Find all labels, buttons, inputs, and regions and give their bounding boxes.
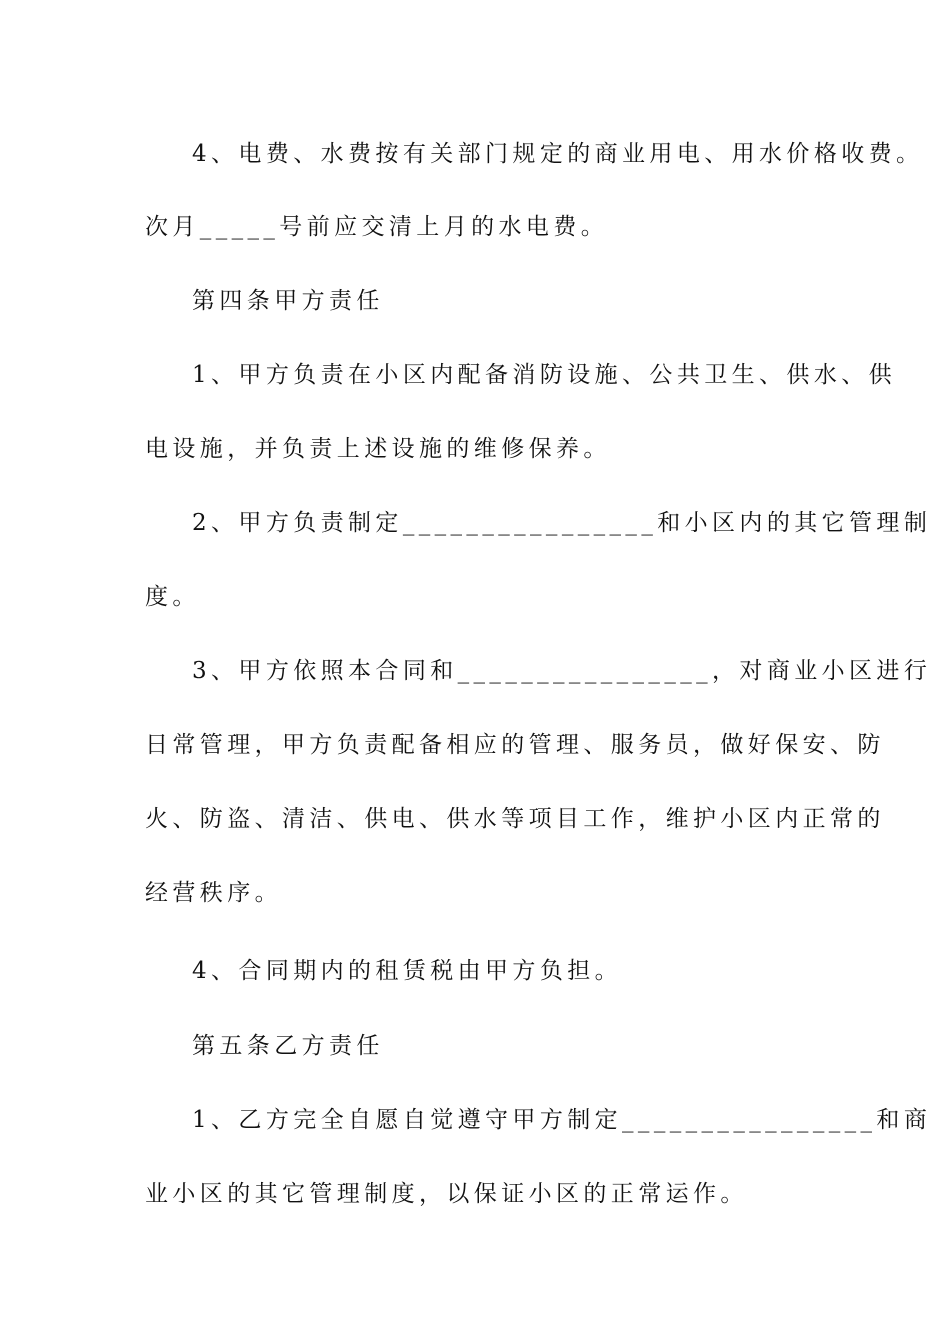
paragraph-line: 4、合同期内的租赁税由甲方负担。 xyxy=(192,958,623,984)
section-heading: 第四条甲方责任 xyxy=(192,288,384,314)
section-heading: 第五条乙方责任 xyxy=(192,1033,384,1059)
paragraph-line: 1、乙方完全自愿自觉遵守甲方制定________________和商 xyxy=(192,1107,932,1133)
paragraph-line: 2、甲方负责制定________________和小区内的其它管理制 xyxy=(192,510,932,536)
paragraph-line: 3、甲方依照本合同和________________，对商业小区进行 xyxy=(192,658,932,684)
paragraph-line: 1、甲方负责在小区内配备消防设施、公共卫生、供水、供 xyxy=(192,362,897,388)
paragraph-line: 日常管理，甲方负责配备相应的管理、服务员，做好保安、防 xyxy=(145,732,885,758)
paragraph-line: 4、电费、水费按有关部门规定的商业用电、用水价格收费。 xyxy=(192,141,924,167)
paragraph-line: 经营秩序。 xyxy=(145,880,282,906)
paragraph-line: 电设施，并负责上述设施的维修保养。 xyxy=(145,436,611,462)
paragraph-line: 业小区的其它管理制度，以保证小区的正常运作。 xyxy=(145,1181,748,1207)
paragraph-line: 次月_____号前应交清上月的水电费。 xyxy=(145,214,609,240)
paragraph-line: 度。 xyxy=(145,584,200,610)
paragraph-line: 火、防盗、清洁、供电、供水等项目工作，维护小区内正常的 xyxy=(145,806,885,832)
